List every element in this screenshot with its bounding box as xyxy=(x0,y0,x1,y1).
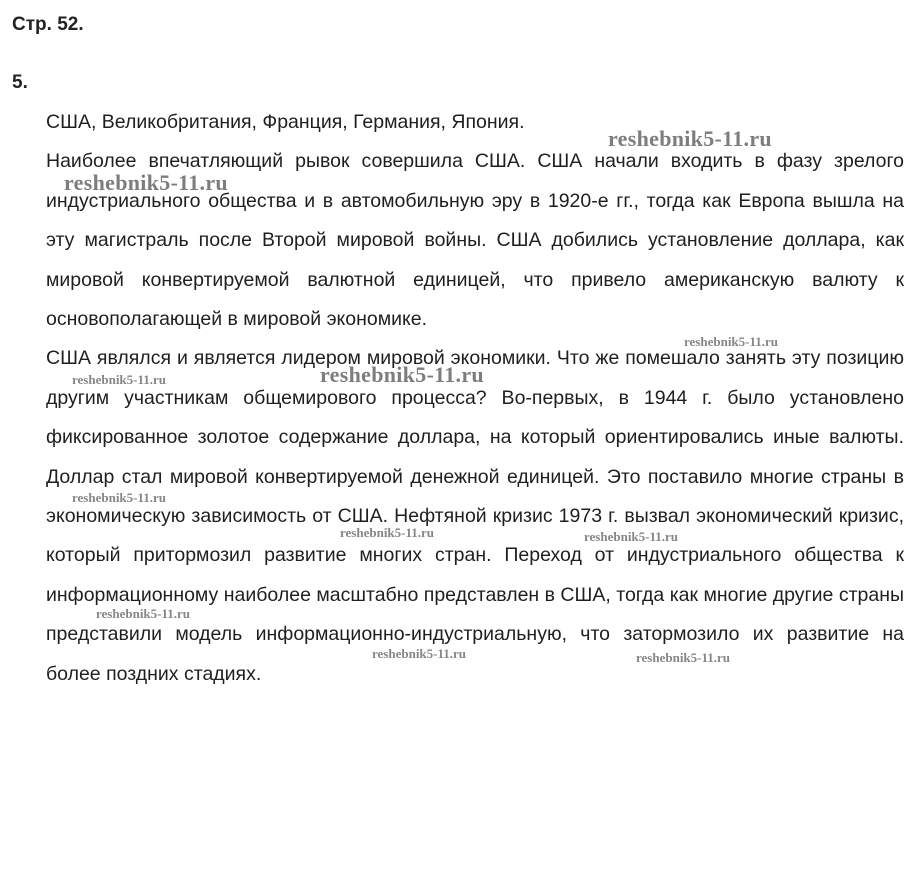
watermark: reshebnik5-11.ru xyxy=(608,126,772,151)
countries-line: США, Великобритания, Франция, Германия, Япония. xyxy=(46,111,525,133)
watermark: reshebnik5-11.ru xyxy=(372,646,467,661)
watermark: reshebnik5-11.ru xyxy=(636,650,731,665)
task-number: 5. xyxy=(12,72,28,93)
watermark: reshebnik5-11.ru xyxy=(340,525,435,540)
page-header: Стр. 52. xyxy=(12,14,84,35)
paragraph-1: Наиболее впечатляющий рывок совершила США. США начали входить в фазу зрелого индустриального общества и в автомобильную эру в 1920-е гг., тогда как Европа вышла на эту магистраль после Второй мировой войны. США добились установление доллара, как мировой конвертируемой валютной единицей, что привело американскую валюту к основополагающей в мировой экономике. xyxy=(46,150,904,331)
answer-text xyxy=(46,103,904,694)
watermark: reshebnik5-11.ru xyxy=(72,490,167,505)
watermark: reshebnik5-11.ru xyxy=(96,606,191,621)
watermark: reshebnik5-11.ru xyxy=(684,334,779,349)
paragraph-2: США являлся и является лидером мировой экономики. Что же помешало занять эту позицию другим участникам общемирового процесса? Во-первых, в 1944 г. было установлено фиксированное золотое содержание доллара, на который ориентировались иные валюты. Доллар стал мировой конвертируемой денежной единицей. Это поставило многие страны в экономическую зависимость от США. Нефтяной кризис 1973 г. вызвал экономический кризис, который притормозил развитие многих стран. Переход от индустриального общества к информационному наиболее масштабно представлен в США, тогда как многие другие страны представили модель информационно-индустриальную, что затормозило их развитие на более поздних стадиях. xyxy=(46,347,904,685)
watermark: reshebnik5-11.ru xyxy=(72,372,167,387)
watermark: reshebnik5-11.ru xyxy=(584,529,679,544)
watermark: reshebnik5-11.ru xyxy=(64,170,228,195)
watermark: reshebnik5-11.ru xyxy=(320,362,484,387)
